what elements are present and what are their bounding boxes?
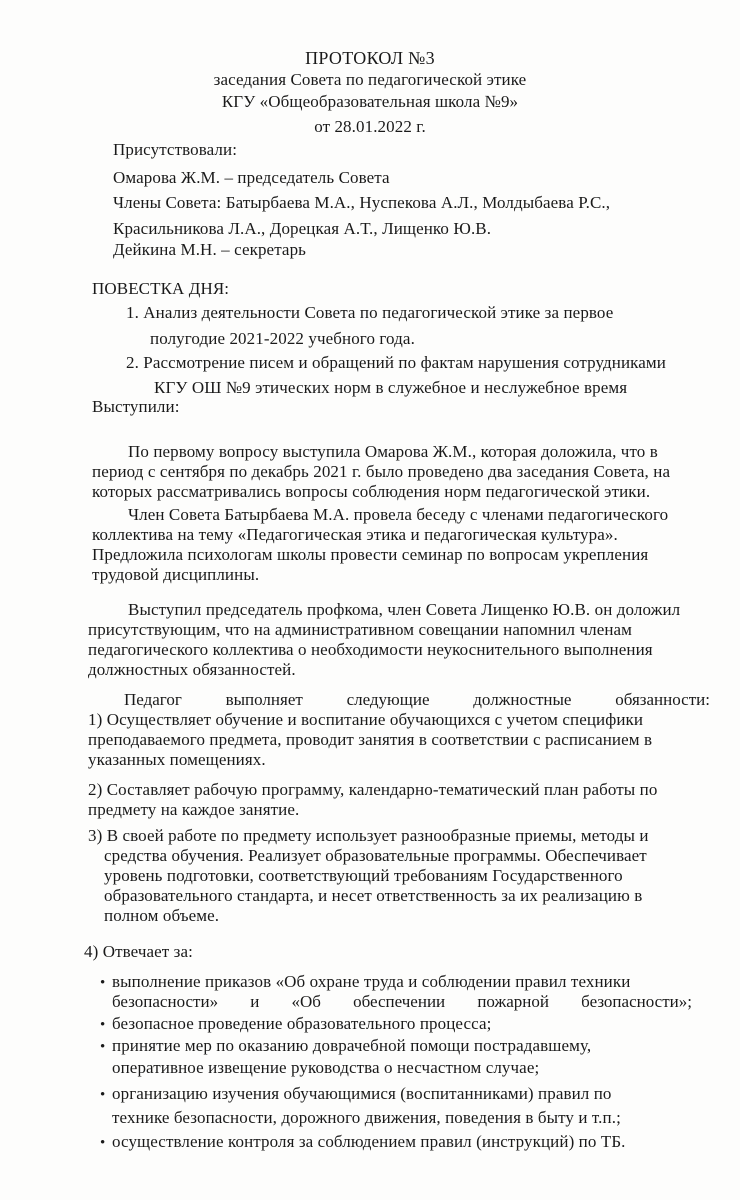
paragraph-2-line-1: Член Совета Батырбаева М.А. провела беседу с членами педагогического [128, 505, 669, 524]
paragraph-2-line-2: коллектива на тему «Педагогическая этика и педагогическая культура». [92, 525, 618, 544]
bullet-3-line-2: оперативное извещение руководства о несчастном случае; [112, 1058, 540, 1077]
duties-word: Педагог [124, 690, 182, 709]
paragraph-3-line-3: педагогического коллектива о необходимости неукоснительного выполнения [88, 640, 653, 659]
duties-word: следующие [346, 690, 430, 709]
agenda-item-2-cont: КГУ ОШ №9 этических норм в служебное и неслужебное время [154, 378, 628, 397]
bullet-1-word: обеспечении [353, 992, 446, 1011]
bullet-1-line-1: • выполнение приказов «Об охране труда и соблюдении правил техники [100, 972, 630, 993]
duty-2-line-1: 2) Составляет рабочую программу, календарно-тематический план работы по [88, 780, 658, 799]
bullet-1-word: «Об [291, 992, 321, 1011]
protocol-title: ПРОТОКОЛ №3 [305, 48, 435, 68]
protocol-date: от 28.01.2022 г. [314, 117, 426, 136]
duty-3-line-1: 3) В своей работе по предмету использует разнообразные приемы, методы и [88, 826, 649, 845]
bullet-3-line-1: • принятие мер по оказанию доврачебной помощи пострадавшему, [100, 1036, 591, 1057]
bullet-5-line-1: • осуществление контроля за соблюдением правил (инструкций) по ТБ. [100, 1132, 626, 1153]
paragraph-3-line-1: Выступил председатель профкома, член Совета Лищенко Ю.В. он доложил [128, 600, 681, 619]
agenda-item-1: 1. Анализ деятельности Совета по педагогической этике за первое [126, 303, 614, 322]
paragraph-3-line-2: присутствующим, что на административном совещании напомнил членам [88, 620, 633, 639]
school-name: КГУ «Общеобразовательная школа №9» [221, 92, 519, 111]
agenda-item-2: 2. Рассмотрение писем и обращений по фактам нарушения сотрудниками [126, 353, 666, 372]
duty-3-line-3: уровень подготовки, соответствующий требованиям Государственного [104, 866, 623, 885]
duty-4-title: 4) Отвечает за: [84, 942, 193, 961]
bullet-4-line-2: технике безопасности, дорожного движения, поведения в быту и т.п.; [112, 1108, 621, 1127]
duties-intro [124, 690, 710, 710]
attendees-members-1: Члены Совета: Батырбаева М.А., Нуспекова А.Л., Молдыбаева Р.С., [113, 193, 611, 212]
duty-2-line-2: предмету на каждое занятие. [88, 800, 300, 819]
duties-word: должностные [473, 690, 572, 709]
duty-3-line-2: средства обучения. Реализует образовательные программы. Обеспечивает [104, 846, 647, 865]
paragraph-1-line-2: период с сентября по декабрь 2021 г. было проведено два заседания Совета, на [92, 462, 671, 481]
bullet-1-word: и [250, 992, 260, 1011]
duty-3-line-4: образовательного стандарта, и несет ответственность за их реализацию в [104, 886, 643, 905]
duties-word: выполняет [225, 690, 303, 709]
agenda-item-1-cont: полугодие 2021-2022 учебного года. [150, 329, 415, 348]
duty-1-line-1: 1) Осуществляет обучение и воспитание обучающихся с учетом специфики [88, 710, 644, 729]
bullet-2-line-1: • безопасное проведение образовательного процесса; [100, 1014, 491, 1035]
attendees-secretary: Дейкина М.Н. – секретарь [113, 240, 307, 259]
bullet-1-line-2 [112, 992, 692, 1012]
attendees-label: Присутствовали: [113, 140, 238, 159]
paragraph-1-line-1: По первому вопросу выступила Омарова Ж.М., которая доложила, что в [128, 442, 658, 461]
paragraph-3-line-4: должностных обязанностей. [88, 660, 296, 679]
protocol-subtitle: заседания Совета по педагогической этике [213, 70, 527, 89]
attendees-members-2: Красильникова Л.А., Дорецкая А.Т., Лищенко Ю.В. [113, 219, 492, 238]
attendees-chair: Омарова Ж.М. – председатель Совета [113, 168, 390, 187]
duty-1-line-3: указанных помещениях. [88, 750, 266, 769]
duties-word: обязанности: [615, 690, 710, 709]
duty-1-line-2: преподаваемого предмета, проводит занятия в соответствии с расписанием в [88, 730, 653, 749]
speeches-label: Выступили: [92, 397, 180, 416]
duty-3-line-5: полном объеме. [104, 906, 220, 925]
paragraph-1-line-3: которых рассматривались вопросы соблюдения норм педагогической этики. [92, 482, 651, 501]
bullet-4-line-1: • организацию изучения обучающимися (воспитанниками) правил по [100, 1084, 612, 1105]
bullet-1-word: пожарной [477, 992, 549, 1011]
bullet-1-word: безопасности» [112, 992, 219, 1011]
bullet-1-word: безопасности»; [581, 992, 692, 1011]
paragraph-2-line-3: Предложила психологам школы провести семинар по вопросам укрепления [92, 545, 649, 564]
paragraph-2-line-4: трудовой дисциплины. [92, 565, 260, 584]
agenda-title: ПОВЕСТКА ДНЯ: [92, 279, 230, 298]
